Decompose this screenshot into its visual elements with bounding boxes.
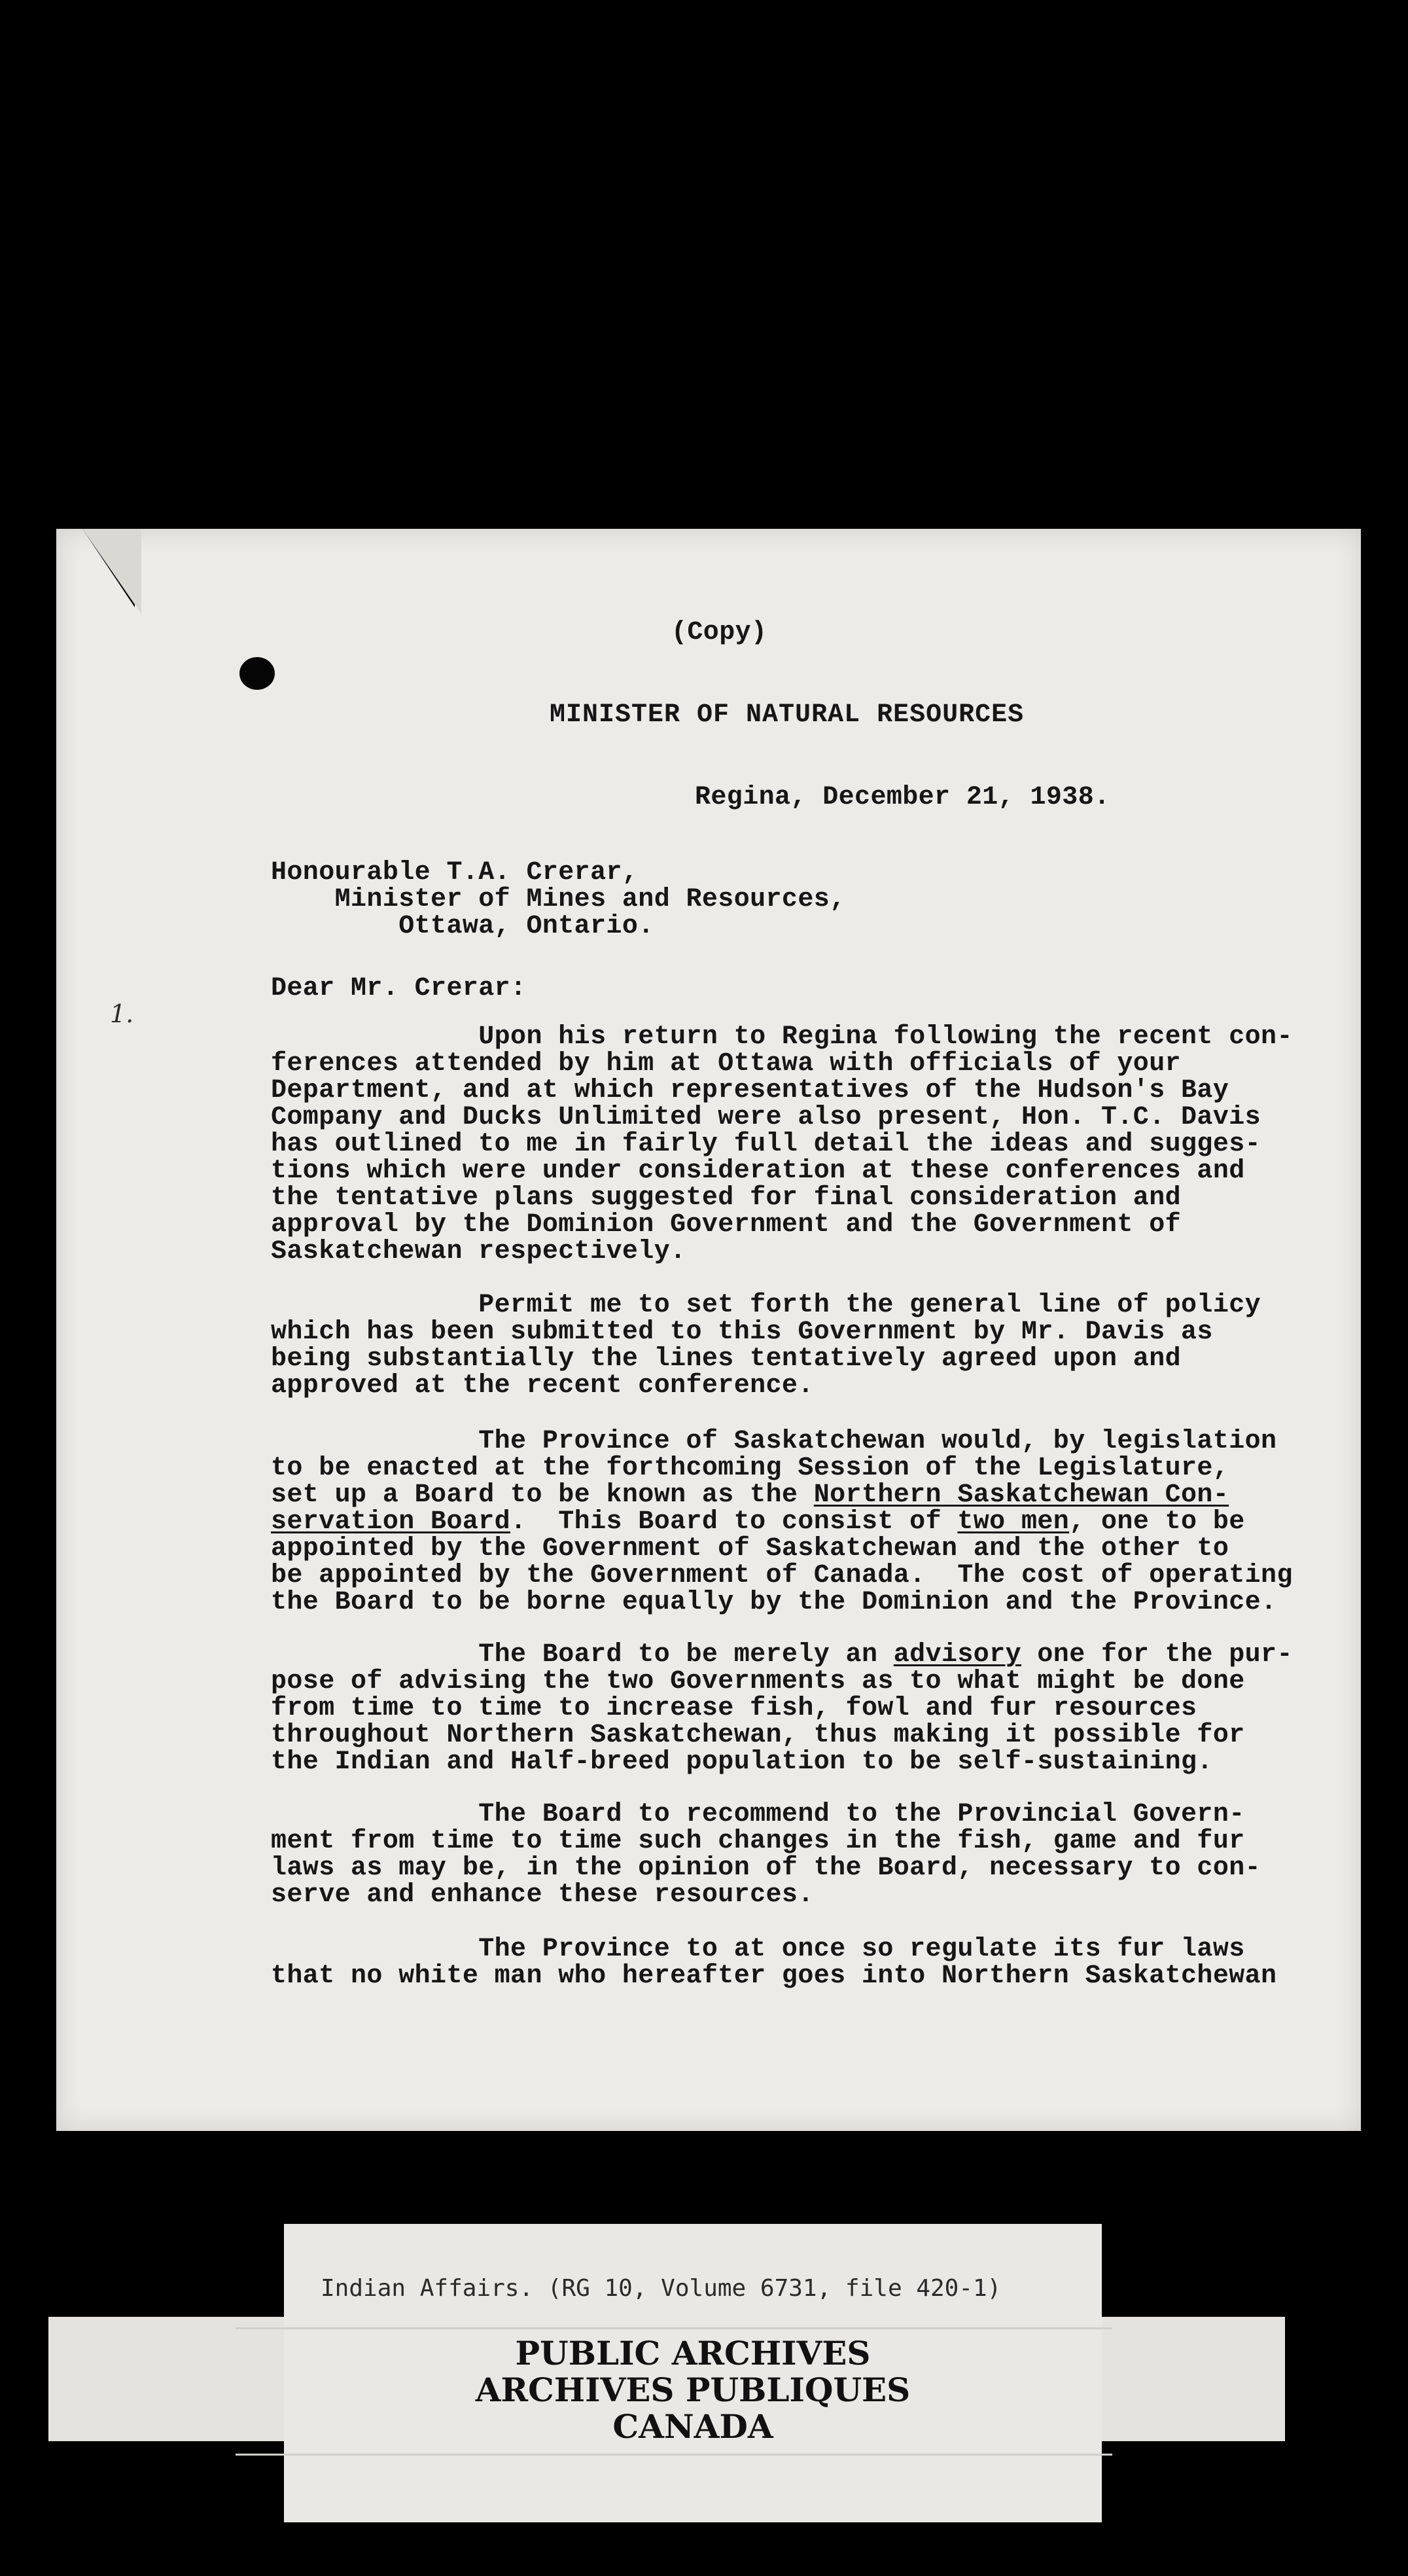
text-line: Permit me to set forth the general line of policy — [271, 1291, 1261, 1320]
underlined-board-name: Northern Saskatchewan Con- — [813, 1480, 1229, 1510]
paragraph-5 — [271, 1801, 1261, 1908]
text-line — [271, 1482, 1293, 1509]
addressee-block — [271, 859, 846, 940]
archive-stamp-line-1: PUBLIC ARCHIVES — [515, 2334, 871, 2372]
addressee-title: Minister of Mines and Resources, — [271, 885, 846, 914]
text-line: to be enacted at the forthcoming Session of the Legislature, — [271, 1454, 1229, 1483]
text-line — [271, 1641, 1293, 1668]
text-line — [271, 1509, 1293, 1535]
underlined-two-men: two men — [957, 1507, 1070, 1537]
text-line: the Board to be borne equally by the Dominion and the Province. — [271, 1588, 1277, 1617]
text-line: Upon his return to Regina following the recent con- — [271, 1022, 1293, 1052]
text-line: Department, and at which representatives of the Hudson's Bay — [271, 1076, 1229, 1105]
text-run: one for the pur- — [1021, 1640, 1293, 1670]
text-line: throughout Northern Saskatchewan, thus making it possible for — [271, 1721, 1245, 1750]
salutation: Dear Mr. Crerar: — [271, 974, 527, 1003]
text-line: has outlined to me in fairly full detail the ideas and sugges- — [271, 1130, 1261, 1159]
paragraph-3 — [271, 1428, 1293, 1616]
dateline: Regina, December 21, 1938. — [695, 783, 1110, 812]
text-line: the tentative plans suggested for final consideration and — [271, 1183, 1182, 1213]
punch-hole — [239, 657, 275, 690]
text-line: The Province of Saskatchewan would, by legislation — [271, 1427, 1277, 1456]
addressee-location: Ottawa, Ontario. — [271, 912, 654, 941]
handwritten-margin-mark: 1. — [110, 999, 134, 1028]
copy-mark: (Copy) — [671, 618, 767, 647]
addressee-name: Honourable T.A. Crerar, — [271, 858, 639, 887]
underlined-advisory: advisory — [893, 1640, 1021, 1670]
archive-stamp — [284, 2335, 1102, 2445]
archive-stamp-line-3: CANADA — [612, 2407, 773, 2446]
text-line: The Board to recommend to the Provincial Govern- — [271, 1800, 1245, 1829]
letter-page — [56, 529, 1361, 2131]
paragraph-6 — [271, 1936, 1276, 1990]
letterhead-heading: MINISTER OF NATURAL RESOURCES — [550, 700, 1025, 730]
text-line: serve and enhance these resources. — [271, 1880, 814, 1910]
text-line: tions which were under consideration at these conferences and — [271, 1156, 1245, 1186]
text-line: approval by the Dominion Government and the Government of — [271, 1210, 1182, 1240]
text-line: Company and Ducks Unlimited were also present, Hon. T.C. Davis — [271, 1103, 1261, 1132]
text-run: The Board to be merely an — [271, 1640, 894, 1670]
text-line: The Province to at once so regulate its fur laws — [271, 1935, 1245, 1964]
text-line: from time to time to increase fish, fowl and fur resources — [271, 1694, 1197, 1723]
text-line: ment from time to time such changes in the fish, game and fur — [271, 1827, 1245, 1856]
text-line: approved at the recent conference. — [271, 1371, 814, 1401]
paragraph-1 — [271, 1024, 1293, 1265]
paragraph-2 — [271, 1292, 1261, 1399]
text-line: be appointed by the Government of Canada. The cost of operating — [271, 1561, 1293, 1590]
text-line: pose of advising the two Governments as to what might be done — [271, 1667, 1245, 1696]
text-line: appointed by the Government of Saskatchewan and the other to — [271, 1534, 1229, 1564]
paragraph-4 — [271, 1641, 1293, 1776]
underlined-board-name-end: servation Board — [271, 1507, 511, 1537]
text-line: being substantially the lines tentatively agreed upon and — [271, 1344, 1182, 1374]
text-line: Saskatchewan respectively. — [271, 1237, 686, 1266]
text-run: . This Board to consist of — [510, 1507, 958, 1537]
text-run: , one to be — [1069, 1507, 1245, 1537]
text-line: which has been submitted to this Government by Mr. Davis as — [271, 1317, 1213, 1347]
archive-stamp-line-2: ARCHIVES PUBLIQUES — [475, 2370, 911, 2409]
folded-corner-flap — [82, 529, 141, 614]
text-line: that no white man who hereafter goes into Northern Saskatchewan — [271, 1961, 1277, 1991]
archive-reference: Indian Affairs. (RG 10, Volume 6731, file 420-1) — [321, 2275, 1002, 2302]
text-line: the Indian and Half-breed population to be self-sustaining. — [271, 1747, 1213, 1777]
text-line: laws as may be, in the opinion of the Board, necessary to con- — [271, 1853, 1261, 1883]
text-run: set up a Board to be known as the — [271, 1480, 814, 1510]
text-line: ferences attended by him at Ottawa with officials of your — [271, 1049, 1182, 1079]
